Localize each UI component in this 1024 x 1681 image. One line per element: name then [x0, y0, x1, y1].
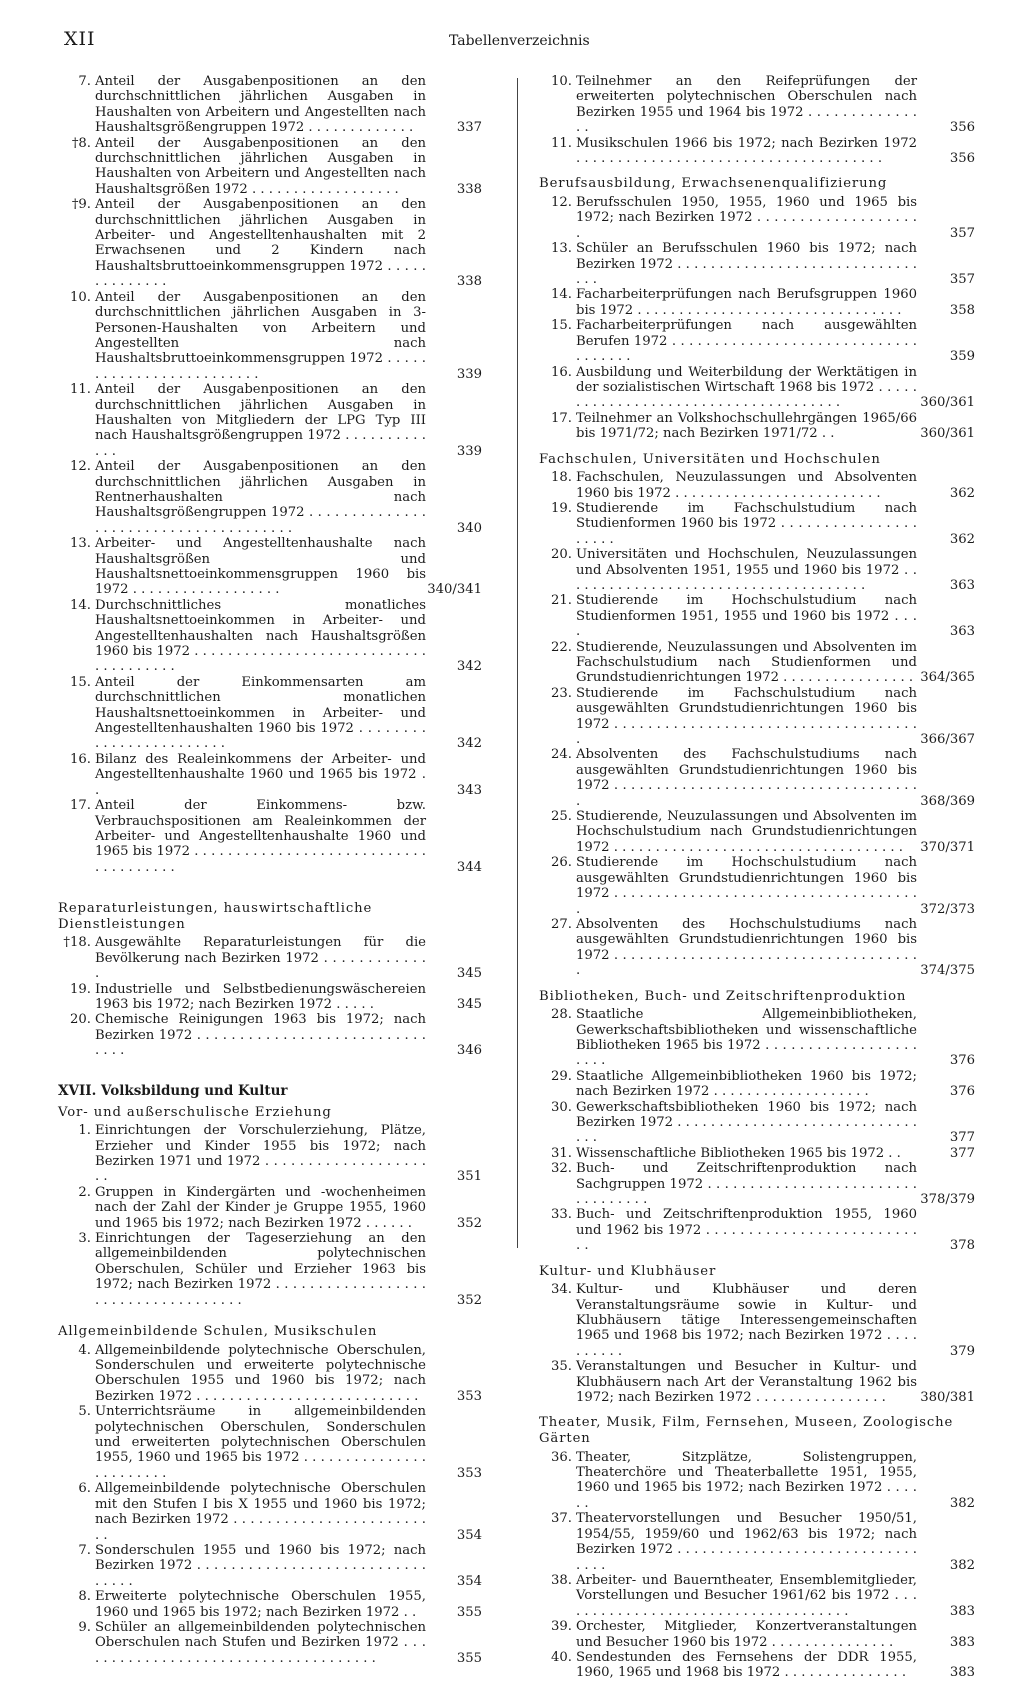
entry-number: 26. [551, 855, 572, 871]
entry-page-number: 337 [456, 120, 482, 136]
entry-number: 19. [551, 500, 572, 516]
entry-title: Allgemeinbildende polytechnische Oberschulen, Sonderschulen und erweiterte polytechnische Oberschulen 1955 und 1960 bis 1972; nach Bezirken 1972 . . . . . . . . . . . . . . . . . . . . . . . . . . . [95, 1342, 426, 1404]
entry-page-number: 379 [949, 1343, 975, 1359]
entry-title: Kultur- und Klubhäuser und deren Veranstaltungsräume sowie in Kultur- und Klubhäusern tätige Interessengemeinschaften 1965 und 1968 bis 1972; nach Bezirken 1972 . . . . . . . . . . [576, 1282, 917, 1359]
toc-entry [58, 1404, 482, 1481]
toc-entry [58, 1620, 482, 1666]
entry-page-number: 357 [949, 225, 975, 241]
entry-page-number: 355 [456, 1604, 482, 1620]
toc-entry [58, 197, 482, 289]
entry-title: Bilanz des Realeinkommens der Arbeiter- und Angestelltenhaushalte 1960 und 1965 bis 1972 . . [95, 751, 426, 798]
toc-entry [539, 195, 975, 241]
entry-page-number: 382 [949, 1557, 975, 1573]
entry-number: 29. [551, 1068, 572, 1084]
entry-page-number: 353 [456, 1465, 482, 1481]
toc-entry [539, 136, 975, 167]
entry-page-number: 362 [949, 531, 975, 547]
toc-entry [539, 855, 975, 917]
entry-page-number: 360/361 [920, 395, 975, 411]
entry-number: 18. [551, 470, 572, 486]
entry-title: Studierende im Fachschulstudium nach ausgewählten Grundstudienrichtungen 1960 bis 1972 . . . . . . . . . . . . . . . . . . . . . . . . . . . . . . . . . . . . . [576, 685, 917, 748]
entry-number: 7. [78, 74, 91, 89]
entry-number: 21. [551, 593, 572, 609]
entry-title: Theater, Sitzplätze, Solistengruppen, Theaterchöre und Theaterballette 1951, 1955, 1960 und 1965 bis 1972; nach Bezirken 1972 . . . . . . [576, 1449, 917, 1511]
entry-title: Schüler an Berufsschulen 1960 bis 1972; nach Bezirken 1972 . . . . . . . . . . . . . . . . . . . . . . . . . . . . . . . . [576, 241, 917, 288]
entry-page-number: 374/375 [920, 963, 975, 979]
entry-title: Erweiterte polytechnische Oberschulen 1955, 1960 und 1965 bis 1972; nach Bezirken 1972 . . [95, 1589, 426, 1620]
entry-title: Teilnehmer an den Reifeprüfungen der erweiterten polytechnischen Oberschulen nach Bezirken 1955 und 1964 bis 1972 . . . . . . . . . . . . . . . [576, 74, 917, 136]
toc-entry [539, 547, 975, 593]
entry-title: Studierende im Hochschulstudium nach Studienformen 1951, 1955 und 1960 bis 1972 . . . . [576, 593, 917, 640]
entry-number: 16. [70, 751, 91, 767]
entry-page-number: 339 [456, 443, 482, 459]
entry-page-number: 339 [456, 366, 482, 382]
toc-entry [58, 1481, 482, 1543]
entry-number: 20. [70, 1012, 91, 1028]
entry-page-number: 354 [456, 1573, 482, 1589]
entry-number: 10. [70, 289, 91, 305]
entry-page-number: 370/371 [920, 839, 975, 855]
entry-number: 20. [551, 547, 572, 563]
toc-entry [58, 74, 482, 136]
entry-title: Wissenschaftliche Bibliotheken 1965 bis 1972 . . [576, 1145, 901, 1161]
section-heading: Allgemeinbildende Schulen, Musikschulen [58, 1324, 378, 1340]
entry-page-number: 338 [456, 274, 482, 290]
entry-number: 36. [551, 1449, 572, 1465]
entry-number: 14. [70, 597, 91, 613]
entry-page-number: 378/379 [920, 1192, 975, 1207]
toc-list [58, 74, 482, 875]
toc-entry [58, 1123, 482, 1185]
entry-title: Facharbeiterprüfungen nach ausgewählten Berufen 1972 . . . . . . . . . . . . . . . . . . . . . . . . . . . . . . . . . . . . [576, 318, 917, 365]
entry-title: Ausgewählte Reparaturleistungen für die Bevölkerung nach Bezirken 1972 . . . . . . . . . . . . . [95, 935, 426, 982]
entry-number: 35. [551, 1359, 572, 1375]
entry-title: Durchschnittliches monatliches Haushaltsnettoeinkommen in Arbeiter- und Angestelltenhaushalten nach Haushaltsgrößen 1960 bis 1972 . . . . . . . . . . . . . . . . . . . . . . . . . . . . . . . . . . . . . . [95, 597, 426, 675]
entry-number: 31. [551, 1145, 572, 1161]
toc-entry [539, 501, 975, 547]
entry-page-number: 378 [949, 1238, 975, 1254]
entry-page-number: 353 [456, 1388, 482, 1404]
toc-entry [58, 1012, 482, 1058]
entry-title: Universitäten und Hochschulen, Neuzulassungen und Absolventen 1951, 1955 und 1960 bis 1972 . . . . . . . . . . . . . . . . . . . . . . . . . . . . . . . . . . . . . [576, 547, 917, 593]
entry-title: Teilnehmer an Volkshochschullehrgängen 1965/66 bis 1971/72; nach Bezirken 1971/72 . . [576, 410, 917, 442]
entry-number: 17. [551, 410, 572, 426]
toc-entry [539, 1146, 975, 1161]
entry-title: Arbeiter- und Bauerntheater, Ensemblemitglieder, Vorstellungen und Besucher 1961/62 bis 1972 . . . . . . . . . . . . . . . . . . . . . . . . . . . . . . . . . . . . [576, 1572, 917, 1619]
entry-title: Berufsschulen 1950, 1955, 1960 und 1965 bis 1972; nach Bezirken 1972 . . . . . . . . . . . . . . . . . . . . [576, 195, 917, 241]
right-column [539, 74, 975, 1681]
entry-number: 40. [551, 1649, 572, 1665]
entry-number: 11. [551, 135, 572, 151]
entry-page-number: 377 [949, 1130, 975, 1146]
toc-entry [539, 809, 975, 855]
entry-title: Gruppen in Kindergärten und -wochenheimen nach der Zahl der Kinder je Gruppe 1955, 1960 und 1965 bis 1972; nach Bezirken 1972 . . . . . . [95, 1184, 426, 1231]
entry-page-number: 343 [456, 782, 482, 798]
entry-page-number: 346 [456, 1043, 482, 1059]
entry-title: Staatliche Allgemeinbibliotheken, Gewerkschaftsbibliotheken und wissenschaftliche Bibliotheken 1965 bis 1972 . . . . . . . . . . . . . . . . . . . . . . [576, 1007, 917, 1069]
entry-number: 17. [70, 798, 91, 814]
entry-number: 12. [551, 195, 572, 211]
toc-list [58, 1343, 482, 1667]
toc-entry [58, 1343, 482, 1405]
toc-entry [539, 318, 975, 364]
toc-entry [539, 1069, 975, 1100]
toc-entry [58, 982, 482, 1013]
entry-title: Einrichtungen der Vorschulerziehung, Plätze, Erzieher und Kinder 1955 bis 1972; nach Bezirken 1971 und 1972 . . . . . . . . . . . . . . . . . . . . . [95, 1123, 426, 1185]
entry-number: 6. [78, 1481, 91, 1497]
entry-title: Theatervorstellungen und Besucher 1950/51, 1954/55, 1959/60 und 1962/63 bis 1972; nach Bezirken 1972 . . . . . . . . . . . . . . . . . . . . . . . . . . . . . . . . . [576, 1511, 917, 1573]
entry-page-number: 351 [456, 1169, 482, 1185]
section-heading: Berufsausbildung, Erwachsenenqualifizierung [539, 176, 888, 192]
entry-page-number: 342 [456, 736, 482, 752]
entry-title: Studierende im Hochschulstudium nach ausgewählten Grundstudienrichtungen 1960 bis 1972 . . . . . . . . . . . . . . . . . . . . . . . . . . . . . . . . . . . . . [576, 855, 917, 917]
entry-number: 13. [551, 241, 572, 257]
entry-number: †8. [71, 135, 91, 151]
entry-number: 10. [551, 74, 572, 89]
toc-entry [539, 1100, 975, 1146]
toc-list [539, 1007, 975, 1254]
toc-list [539, 1282, 975, 1405]
entry-number: 2. [78, 1184, 91, 1200]
entry-title: Industrielle und Selbstbedienungswäschereien 1963 bis 1972; nach Bezirken 1972 . . . . . [95, 981, 426, 1012]
toc-entry [539, 411, 975, 442]
entry-number: 30. [551, 1099, 572, 1115]
toc-entry [539, 365, 975, 411]
entry-number: 16. [551, 364, 572, 380]
toc-entry [539, 593, 975, 639]
toc-list [58, 1123, 482, 1308]
entry-page-number: 357 [949, 272, 975, 288]
entry-title: Buch- und Zeitschriftenproduktion nach Sachgruppen 1972 . . . . . . . . . . . . . . . . . . . . . . . . . . . . . . . . . . [576, 1161, 917, 1207]
entry-page-number: 344 [456, 859, 482, 875]
entry-number: †9. [71, 197, 91, 213]
entry-title: Orchester, Mitglieder, Konzertveranstaltungen und Besucher 1960 bis 1972 . . . . . . . . . . . . . . . [576, 1619, 917, 1650]
entry-page-number: 383 [949, 1665, 975, 1681]
toc-entry [539, 1007, 975, 1069]
entry-page-number: 345 [456, 996, 482, 1012]
entry-title: Chemische Reinigungen 1963 bis 1972; nach Bezirken 1972 . . . . . . . . . . . . . . . . . . . . . . . . . . . . . . . [95, 1012, 426, 1059]
section-heading: Kultur- und Klubhäuser [539, 1263, 717, 1279]
entry-title: Allgemeinbildende polytechnische Oberschulen mit den Stufen I bis X 1955 und 1960 bis 1972; nach Bezirken 1972 . . . . . . . . . . . . . . . . . . . . . . . . . [95, 1481, 426, 1543]
entry-number: 15. [551, 318, 572, 334]
entry-page-number: 359 [949, 349, 975, 365]
entry-number: 13. [70, 536, 91, 552]
entry-number: 8. [78, 1589, 91, 1605]
entry-title: Anteil der Ausgabenpositionen an den durchschnittlichen jährlichen Ausgaben in Haushalten von Arbeitern und Angestellten nach Haushaltsgrößengruppen 1972 . . . . . . . . . . . . . [95, 74, 426, 136]
entry-title: Anteil der Ausgabenpositionen an den durchschnittlichen jährlichen Ausgaben in 3-Personen-Haushalten von Arbeitern und Angestellten nach Haushaltsbruttoeinkommensgruppen 1972 . . . . . . . . . . . . . . . . . . . . . . . . . [95, 289, 426, 382]
entry-title: Unterrichtsräume in allgemeinbildenden polytechnischen Oberschulen, Sonderschulen und erweiterten polytechnischen Oberschulen 1955, 1960 und 1965 bis 1972 . . . . . . . . . . . . . . . . . . . . . . . . [95, 1404, 426, 1481]
entry-page-number: 380/381 [920, 1390, 975, 1406]
toc-entry [58, 935, 482, 981]
toc-list [58, 935, 482, 1058]
entry-number: 15. [70, 674, 91, 690]
entry-title: Musikschulen 1966 bis 1972; nach Bezirken 1972 . . . . . . . . . . . . . . . . . . . . . . . . . . . . . . . . . . . . . [576, 135, 917, 167]
toc-entry [539, 1161, 975, 1207]
entry-number: 12. [70, 459, 91, 475]
toc-entry [539, 1650, 975, 1681]
entry-title: Staatliche Allgemeinbibliotheken 1960 bis 1972; nach Bezirken 1972 . . . . . . . . . . . . . . . . . . . [576, 1068, 917, 1100]
toc-entry [58, 459, 482, 536]
entry-title: Absolventen des Fachschulstudiums nach ausgewählten Grundstudienrichtungen 1960 bis 1972 . . . . . . . . . . . . . . . . . . . . . . . . . . . . . . . . . . . . . [576, 747, 917, 809]
toc-entry [539, 747, 975, 809]
entry-title: Gewerkschaftsbibliotheken 1960 bis 1972; nach Bezirken 1972 . . . . . . . . . . . . . . . . . . . . . . . . . . . . . . . . [576, 1099, 917, 1146]
entry-page-number: 363 [949, 577, 975, 593]
entry-page-number: 376 [949, 1053, 975, 1069]
entry-page-number: 363 [949, 624, 975, 640]
entry-title: Ausbildung und Weiterbildung der Werktätigen in der sozialistischen Wirtschaft 1968 bis 1972 . . . . . . . . . . . . . . . . . . . . . . . . . . . . . . . . . . . . . [576, 364, 917, 411]
section-heading: Vor- und außerschulische Erziehung [58, 1104, 332, 1120]
entry-page-number: 358 [949, 302, 975, 318]
entry-page-number: 342 [456, 659, 482, 675]
toc-entry [58, 798, 482, 875]
toc-entry [58, 1231, 482, 1308]
section-heading: Theater, Musik, Film, Fernsehen, Museen, Zoologische Gärten [539, 1415, 954, 1447]
toc-entry [58, 382, 482, 459]
toc-entry [539, 241, 975, 287]
toc-list [539, 74, 975, 166]
toc-entry [539, 1511, 975, 1573]
toc-entry [539, 640, 975, 686]
entry-page-number: 362 [949, 485, 975, 501]
entry-number: 1. [78, 1123, 91, 1139]
entry-page-number: 383 [949, 1634, 975, 1650]
entry-number: 4. [78, 1342, 91, 1358]
entry-title: Schüler an allgemeinbildenden polytechnischen Oberschulen nach Stufen und Bezirken 1972 . . . . . . . . . . . . . . . . . . . . . . . . . . . . . . . . . . . . . [95, 1619, 426, 1666]
entry-page-number: 383 [949, 1603, 975, 1619]
entry-title: Fachschulen, Neuzulassungen und Absolventen 1960 bis 1972 . . . . . . . . . . . . . . . . . . . . . . . . . [576, 470, 917, 501]
page-header [64, 28, 984, 52]
toc-entry [539, 1359, 975, 1405]
entry-page-number: 340 [456, 520, 482, 536]
entry-title: Anteil der Ausgabenpositionen an den durchschnittlichen jährlichen Ausgaben in Haushalten von Arbeitern und Angestellten nach Haushaltsgrößen 1972 . . . . . . . . . . . . . . . . . . [95, 135, 426, 197]
entry-page-number: 338 [456, 181, 482, 197]
toc-entry [539, 74, 975, 136]
toc-entry [539, 1573, 975, 1619]
entry-number: 11. [70, 382, 91, 398]
entry-page-number: 345 [456, 966, 482, 982]
toc-entry [58, 136, 482, 198]
entry-title: Absolventen des Hochschulstudiums nach ausgewählten Grundstudienrichtungen 1960 bis 1972 . . . . . . . . . . . . . . . . . . . . . . . . . . . . . . . . . . . . . [576, 916, 917, 979]
entry-number: 34. [551, 1282, 572, 1298]
entry-number: 9. [78, 1619, 91, 1635]
entry-page-number: 356 [949, 120, 975, 136]
toc-entry [58, 1185, 482, 1231]
toc-list [539, 195, 975, 442]
toc-entry [539, 287, 975, 318]
entry-page-number: 352 [456, 1292, 482, 1308]
entry-title: Arbeiter- und Angestelltenhaushalte nach Haushaltsgrößen und Haushaltsnettoeinkommensgruppen 1960 bis 1972 . . . . . . . . . . . . . . . . . . [95, 536, 426, 598]
entry-page-number: 356 [949, 151, 975, 167]
entry-number: 19. [70, 981, 91, 997]
entry-title: Veranstaltungen und Besucher in Kultur- und Klubhäusern nach Art der Veranstaltung 1962 bis 1972; nach Bezirken 1972 . . . . . . . . . . . . . . . . [576, 1359, 917, 1406]
toc-list [539, 470, 975, 978]
entry-title: Anteil der Ausgabenpositionen an den durchschnittlichen jährlichen Ausgaben in Haushalten von Mitgliedern der LPG Typ III nach Haushaltsgrößengruppen 1972 . . . . . . . . . . . . . [95, 382, 426, 459]
entry-number: †18. [63, 935, 91, 951]
entry-number: 25. [551, 809, 572, 825]
entry-page-number: 366/367 [920, 732, 975, 748]
entry-page-number: 355 [456, 1650, 482, 1666]
entry-page-number: 377 [949, 1145, 975, 1161]
toc-entry [58, 675, 482, 752]
toc-entry [58, 1543, 482, 1589]
toc-entry [539, 1207, 975, 1253]
entry-number: 33. [551, 1207, 572, 1223]
entry-title: Facharbeiterprüfungen nach Berufsgruppen 1960 bis 1972 . . . . . . . . . . . . . . . . . . . . . . . . . . . . . . . . [576, 287, 917, 318]
entry-number: 38. [551, 1572, 572, 1588]
entry-page-number: 354 [456, 1527, 482, 1543]
toc-entry [58, 536, 482, 598]
section-heading: Fachschulen, Universitäten und Hochschulen [539, 451, 881, 467]
entry-title: Sonderschulen 1955 und 1960 bis 1972; nach Bezirken 1972 . . . . . . . . . . . . . . . . . . . . . . . . . . . . . . . . [95, 1542, 426, 1589]
entry-number: 23. [551, 685, 572, 701]
entry-page-number: 382 [949, 1495, 975, 1511]
entry-number: 3. [78, 1231, 91, 1246]
chapter-heading: XVII. Volksbildung und Kultur [58, 1082, 288, 1099]
entry-page-number: 360/361 [920, 426, 975, 442]
entry-number: 14. [551, 287, 572, 303]
entry-page-number: 340/341 [427, 582, 482, 598]
section-heading: Reparaturleistungen, hauswirtschaftliche Dienstleistungen [58, 901, 373, 932]
toc-entry [539, 1619, 975, 1650]
entry-number: 27. [551, 916, 572, 932]
page-number: XII [64, 28, 96, 50]
entry-number: 5. [78, 1404, 91, 1420]
entry-number: 28. [551, 1007, 572, 1023]
left-column [58, 74, 482, 1666]
toc-entry [539, 1282, 975, 1359]
entry-title: Studierende im Fachschulstudium nach Studienformen 1960 bis 1972 . . . . . . . . . . . . . . . . . . . . . [576, 500, 917, 547]
entry-page-number: 376 [949, 1084, 975, 1100]
entry-number: 7. [78, 1542, 91, 1558]
toc-list [539, 1450, 975, 1681]
entry-title: Anteil der Ausgabenpositionen an den durchschnittlichen jährlichen Ausgaben in Rentnerhaushalten nach Haushaltsgrößengruppen 1972 . . . . . . . . . . . . . . . . . . . . . . . . . . . . . . . . . . . . . . [95, 459, 426, 536]
toc-entry [58, 752, 482, 798]
entry-page-number: 364/365 [920, 670, 975, 686]
toc-entry [539, 470, 975, 501]
toc-entry [539, 917, 975, 979]
entry-number: 39. [551, 1619, 572, 1635]
toc-entry [58, 290, 482, 382]
entry-number: 24. [551, 747, 572, 763]
entry-page-number: 372/373 [920, 901, 975, 917]
entry-page-number: 352 [456, 1215, 482, 1231]
page-title: Tabellenverzeichnis [449, 33, 590, 49]
toc-entry [58, 1589, 482, 1620]
section-heading: Bibliotheken, Buch- und Zeitschriftenproduktion [539, 988, 907, 1004]
entry-title: Buch- und Zeitschriftenproduktion 1955, 1960 und 1962 bis 1972 . . . . . . . . . . . . . . . . . . . . . . . . . . . [576, 1207, 917, 1254]
entry-title: Studierende, Neuzulassungen und Absolventen im Fachschulstudium nach Studienformen und Grundstudienrichtungen 1972 . . . . . . . . . . . . . . . . [576, 639, 917, 686]
column-divider [517, 78, 518, 1248]
entry-page-number: 368/369 [920, 793, 975, 809]
entry-number: 22. [551, 639, 572, 655]
toc-entry [539, 1450, 975, 1512]
entry-title: Anteil der Einkommens- bzw. Verbrauchspositionen am Realeinkommen der Arbeiter- und Angestelltenhaushalte 1960 und 1965 bis 1972 . . . . . . . . . . . . . . . . . . . . . . . . . . . . . . . . . . . . . . [95, 798, 426, 875]
entry-title: Sendestunden des Fernsehens der DDR 1955, 1960, 1965 und 1968 bis 1972 . . . . . . . . . . . . . . . [576, 1649, 917, 1681]
entry-title: Einrichtungen der Tageserziehung an den allgemeinbildenden polytechnischen Oberschulen, Schüler und Erzieher 1963 bis 1972; nach Bezirken 1972 . . . . . . . . . . . . . . . . . . . . . . . . . . . . . . . . . . . . [95, 1231, 426, 1308]
entry-number: 32. [551, 1161, 572, 1177]
entry-title: Anteil der Einkommensarten am durchschnittlichen monatlichen Haushaltsnettoeinkommen in Arbeiter- und Angestelltenhaushalten 1960 bis 1972 . . . . . . . . . . . . . . . . . . . . . . . . [95, 674, 426, 752]
entry-number: 37. [551, 1511, 572, 1527]
toc-entry [539, 686, 975, 748]
entry-title: Anteil der Ausgabenpositionen an den durchschnittlichen jährlichen Ausgaben in Arbeiter- und Angestelltenhaushalten mit 2 Erwachsenen und 2 Kindern nach Haushaltsbruttoeinkommensgruppen 1972 . . . . . . . . . . . . . . [95, 197, 426, 290]
toc-entry [58, 598, 482, 675]
entry-title: Studierende, Neuzulassungen und Absolventen im Hochschulstudium nach Grundstudienrichtungen 1972 . . . . . . . . . . . . . . . . . . . . . . . . . . . . . . . . . . . [576, 809, 917, 855]
